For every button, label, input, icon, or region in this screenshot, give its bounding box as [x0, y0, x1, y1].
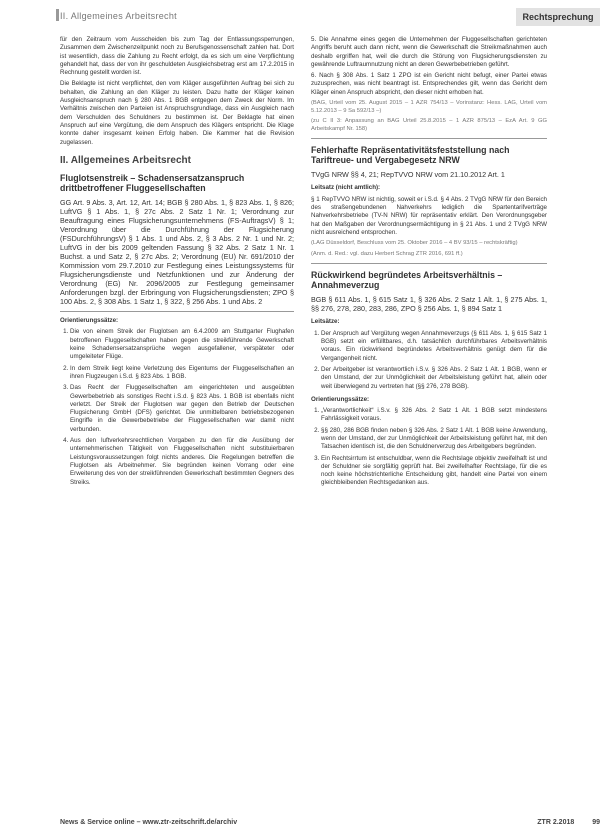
right-column [311, 36, 547, 491]
case-citation: (zu C II 3: Anpassung an BAG Urteil 25.8.2015 – 1 AZR 875/13 – EzA Art. 9 GG Arbeitskampf Nr. 158) [311, 118, 547, 132]
guideline-item: 3. Ein Rechtsirrtum ist entschuldbar, wenn die Rechtslage objektiv zweifelhaft ist und der Schuldner sie sorgfältig geprüft hat. Bei zweifelhafter Rechtslage, für die es noch keine höchstrichterliche Entscheidung gibt, handelt eine Partei von einem gleichbleibenden Rechtsgedanken aus. [321, 455, 547, 488]
running-header [56, 8, 600, 30]
guideline-list [60, 328, 294, 486]
guideline-item: 1. Die von einem Streik der Fluglotsen am 6.4.2009 am Stuttgarter Flughafen betroffenen Fluggesellschaften haben gegen die streikführende Gewerkschaft keine Schadensersatzansprüche wegen ausgefallener, verspäteter oder umgeleiteter Flüge. [70, 328, 294, 361]
guideline-text: § 1 RepTVVO NRW ist nichtig, soweit er i.S.d. § 4 Abs. 2 TVgG NRW für den Bereich des straßengebundenen Nahverkehrs lediglich die Spartentarifverträge Nahverkehrsbetriebe (TV-N NRW) für repräsentativ erklärt. Den Verordnungsgeber hat den Maßgaben der Verordnungsermächtigung in § 21 Abs. 1 und 2 TVgG NRW nicht ausreichend entsprochen. [311, 195, 547, 236]
journal-issue: ZTR 2.2018 [537, 819, 575, 826]
statute-references: BGB § 611 Abs. 1, § 615 Satz 1, § 326 Abs. 2 Satz 1 Alt. 1, § 275 Abs. 1, §§ 276, 278, 280, 283, 286, ZPO § 256 Abs. 1, § 894 Satz 1 [311, 295, 547, 314]
section-heading: II. Allgemeines Arbeitsrecht [60, 154, 191, 166]
header-section-label: II. Allgemeines Arbeitsrecht [60, 11, 177, 21]
guideline-item: 2. In dem Streik liegt keine Verletzung des Eigentums der Fluggesellschaften an ihren Flugzeugen i.S.d. § 823 Abs. 1 BGB. [70, 365, 294, 382]
editor-note: (Anm. d. Red.: vgl. dazu Herbert Schrag ZTR 2016, 691 ff.) [311, 250, 463, 257]
guideline-label: Leitsatz (nicht amtlich): [311, 184, 381, 192]
body-paragraph: Die Beklagte ist nicht verpflichtet, den vom Kläger ausgeführten Auftrag bei sich zu behalten, die Zahlung an den Kläger zu leisten. Dazu hatte der Kläger keinen Ausgleichsanspruch nach § 280 Abs. 1 BGB entgegen dem Zweck der Norm. Im Verhältnis zwischen den Parteien ist Anspruchsgrundlage, dass ein Ausgleich nach dem Verschulden des Schuldners zu bestimmen ist. Der Beklagte hat einen Anspruch auf eine Vergütung, die dem Anspruch des Klägers entspricht. Die Klage konnte daher insgesamt keinen Erfolg haben. Die Kammer hat die Revision zugelassen. [60, 80, 294, 146]
statute-references: GG Art. 9 Abs. 3, Art. 12, Art. 14; BGB § 280 Abs. 1, § 823 Abs. 1, § 826; LuftVG § 1 Abs. 1, § 27c Abs. 2 Satz 1 Nr. 1; Verordnung zur Beauftragung eines Flugsicherungsunternehmens (FS-AuftragsV) § 1; Verordnung über die Durchführung der Flugsicherung (FSDurchführungsV) § 1 Abs. 1 und Abs. 2, § 3 Abs. 2 Nr. 1 und Nr. 2; LuftVG in der bis 2009 geltenden Fassung § 32 Abs. 2 Satz 1 Nr. 1 Buchst. a und Satz 2, § 27c Abs. 2; Verordnung (EU) Nr. 691/2010 der Kommission vom 29.7.2010 zur Festlegung eines Leistungssystems für Flugsicherungsdienste und Netzfunktionen und zur Änderung der Verordnung (EG) Nr. 2096/2005 zur Festlegung gemeinsamer Anforderungen bzgl. der Erbringung von Flugsicherungsdiensten; ZPO § 100 Abs. 2, § 308 Abs. 1 Satz 1, § 322, § 256 Abs. 1 und Abs. 2 [60, 198, 294, 307]
guideline-list [311, 407, 547, 488]
header-category-tab: Rechtsprechung [516, 8, 600, 26]
case-title: Fehlerhafte Repräsentativitätsfeststellung nach Tariftreue- und Vergabegesetz NRW [311, 145, 510, 166]
page-footer [60, 818, 600, 830]
guideline-label: Orientierungssätze: [311, 395, 370, 403]
item-text: Die Annahme eines gegen die Unternehmen der Fluggesellschaften gerichteten Angriffs beruht auch dann nicht, wenn die Gewerkschaft die Streikmaßnahmen auch deshalb ergriffen hat, weil die durch die Störung von Flugsicherungsdiensten zu gewährende Luftraumnutzung nicht an deren Gewerbebetrieben geführt. [311, 36, 547, 68]
guideline-item: 1. „Verantwortlichkeit“ i.S.v. § 326 Abs. 2 Satz 1 Alt. 1 BGB setzt mindestens Fahrlässigkeit voraus. [321, 407, 547, 424]
statute-references: TVgG NRW §§ 4, 21; RepTVVO NRW vom 21.10.2012 Art. 1 [311, 170, 505, 180]
header-marker [56, 9, 59, 21]
numbered-paragraph [311, 72, 547, 97]
left-column [60, 36, 294, 490]
case-title: Rückwirkend begründetes Arbeitsverhältnis – Annahmeverzug [311, 270, 503, 291]
footer-page-info [521, 819, 600, 826]
body-paragraph: für den Zeitraum vom Ausscheiden bis zum Tag der Entlassungssperrungen, Zusammen dem Zwischenzeitpunkt noch zu Berufsgenossenschaft zahlen hat. Dort ist wesentlich, dass die Zahlung zu Recht erfolgt, da es sich um eine Verpflichtung gehandelt hat, dass der von ihr geschuldeten Ausgleichsbetrag erst am 17.2.2015 in Rechnung gestellt worden ist. [60, 36, 294, 77]
divider [311, 138, 547, 139]
case-title: Fluglotsenstreik – Schadensersatzanspruch drittbetroffener Fluggesellschaften [60, 173, 245, 194]
item-number: 5. [311, 36, 317, 43]
guideline-label: Leitsätze: [311, 318, 340, 326]
guideline-item: 4. Aus den luftverkehrsrechtlichen Vorgaben zu den für die Ausübung der unternehmerischen Tätigkeit von Fluggesellschaften nicht substituierbaren Leistungsvoraussetzungen folgt nichts anderes. Die Regelungen betreffen die Fluglotsen als Arbeitnehmer. Sie begründen keinen Vorrang oder eine Erweiterung des von der streikführenden Gewerkschaft bestimmten Gegners des Streiks. [70, 437, 294, 487]
divider [60, 311, 294, 312]
guideline-item: 1. Der Anspruch auf Vergütung wegen Annahmeverzugs (§ 611 Abs. 1, § 615 Satz 1 BGB) setzt ein erfülltbares, d.h. tatsächlich durchführbares Arbeitsverhältnis voraus. Ein rückwirkend begründetes Arbeitsverhältnis genügt dem für die Vergangenheit nicht. [321, 330, 547, 363]
divider [311, 263, 547, 264]
case-citation: (LAG Düsseldorf, Beschluss vom 25. Oktober 2016 – 4 BV 93/15 – rechtskräftig) [311, 240, 518, 247]
guideline-item: 2. §§ 280, 286 BGB finden neben § 326 Abs. 2 Satz 1 Alt. 1 BGB keine Anwendung, wenn der Umstand, der zur Unmöglichkeit der Arbeitsleistung geführt hat, mit den Tatsachen identisch ist, die den Schuldnerverzug des Arbeitgebers begründen. [321, 427, 547, 452]
item-number: 6. [311, 72, 317, 80]
footer-link-text: News & Service online – www.ztr-zeitschrift.de/archiv [60, 819, 238, 826]
item-text: Nach § 308 Abs. 1 Satz 1 ZPO ist ein Gericht nicht befugt, einer Partei etwas zuzusprechen, was nicht beantragt ist. Entsprechendes gilt, wenn das Gericht dem Kläger einen Anspruch abspricht, den dieser nicht erhoben hat. [311, 72, 547, 96]
guideline-item: 2. Der Arbeitgeber ist verantwortlich i.S.v. § 326 Abs. 2 Satz 1 Alt. 1 BGB, wenn er den Umstand, der zur Unmöglichkeit der Arbeitsleistung geführt hat, allein oder weit überwiegend zu vertreten hat (§§ 276, 278 BGB). [321, 366, 547, 391]
page-number: 99 [592, 819, 600, 826]
case-citation: (BAG, Urteil vom 25. August 2015 – 1 AZR 754/13 – Vorinstanz: Hess. LAG, Urteil vom 5.12.2013 – 9 Sa 592/13 –) [311, 100, 547, 114]
numbered-paragraph [311, 36, 547, 69]
guideline-list [311, 330, 547, 391]
guideline-label: Orientierungssätze: [60, 317, 119, 325]
guideline-item: 3. Das Recht der Fluggesellschaften am eingerichteten und ausgeübten Gewerbebetrieb als sonstiges Recht i.S.d. § 823 Abs. 1 BGB ist ebenfalls nicht verletzt. Der Streik der Fluglotsen war gegen den Betrieb der Deutschen Flugsicherung GmbH (DFS) gerichtet. Die unmittelbaren betriebsbezogenen Eingriffe in die Gewerbebetriebe der Fluggesellschaften war damit nicht verbunden. [70, 384, 294, 434]
